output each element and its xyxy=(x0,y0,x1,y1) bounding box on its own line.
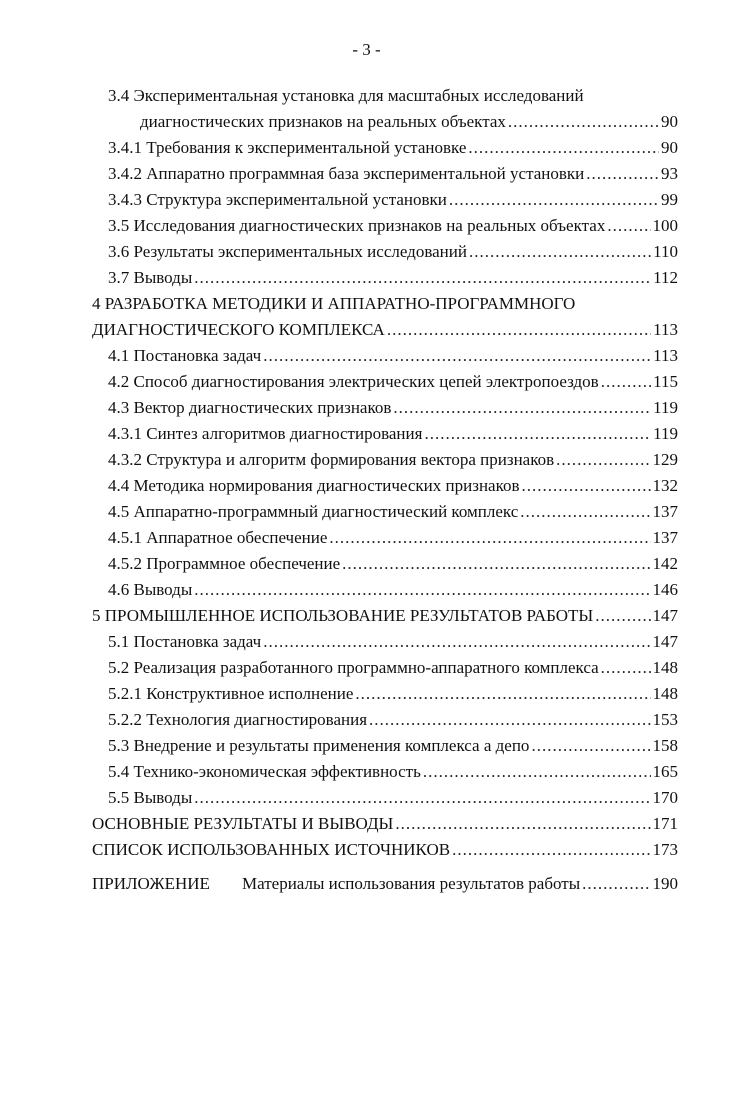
toc-entry-title: 4.3.2 Структура и алгоритм формирования вектора признаков xyxy=(108,450,555,469)
dot-leader xyxy=(556,450,650,470)
toc-entry-title: 5.2.1 Конструктивное исполнение xyxy=(108,684,354,703)
toc-entry-3-4-2 xyxy=(108,164,678,186)
dot-leader xyxy=(601,372,651,392)
toc-entry-title: СПИСОК ИСПОЛЬЗОВАННЫХ ИСТОЧНИКОВ xyxy=(92,840,451,859)
dot-leader xyxy=(582,874,650,894)
toc-entry-title: ОСНОВНЫЕ РЕЗУЛЬТАТЫ И ВЫВОДЫ xyxy=(92,814,394,833)
toc-entry-3-4-line2 xyxy=(140,112,678,134)
toc-entry-5-3 xyxy=(108,736,678,758)
toc-entry-title: 4.6 Выводы xyxy=(108,580,193,599)
toc-entry-page: 147 xyxy=(652,632,678,651)
dot-leader xyxy=(452,840,650,860)
dot-leader xyxy=(342,554,650,574)
dot-leader xyxy=(508,112,659,132)
toc-entry-title: 4.5 Аппаратно-программный диагностический комплекс xyxy=(108,502,519,521)
toc-entry-title: 5.2 Реализация разработанного программно-аппаратного комплекса xyxy=(108,658,599,677)
toc-entry-3-7 xyxy=(108,268,678,290)
toc-entry-page: 190 xyxy=(652,874,678,893)
dot-leader xyxy=(468,138,659,158)
dot-leader xyxy=(355,684,650,704)
toc-entry-title: 3.5 Исследования диагностических признаков на реальных объектах xyxy=(108,216,606,235)
toc-entry-title: 5 ПРОМЫШЛЕННОЕ ИСПОЛЬЗОВАНИЕ РЕЗУЛЬТАТОВ РАБОТЫ xyxy=(92,606,594,625)
toc-entry-title: 5.4 Технико-экономическая эффективность xyxy=(108,762,421,781)
toc-entry-4-4 xyxy=(108,476,678,498)
toc-entry-page: 142 xyxy=(652,554,678,573)
toc-entry-title: 4.3.1 Синтез алгоритмов диагностирования xyxy=(108,424,423,443)
toc-main-results xyxy=(92,814,678,836)
toc-entry-page: 112 xyxy=(653,268,678,287)
toc-entry-title: 3.7 Выводы xyxy=(108,268,193,287)
toc-entry-title: 4.4 Методика нормирования диагностических признаков xyxy=(108,476,520,495)
toc-entry-5-4 xyxy=(108,762,678,784)
toc-entry-3-4-line1 xyxy=(108,86,678,108)
dot-leader xyxy=(586,164,659,184)
toc-entry-5-2-1 xyxy=(108,684,678,706)
dot-leader xyxy=(607,216,650,236)
toc-entry-page: 113 xyxy=(653,346,678,365)
dot-leader xyxy=(595,606,650,626)
toc-entry-page: 147 xyxy=(652,606,678,625)
dot-leader xyxy=(329,528,650,548)
toc-entry-3-4-3 xyxy=(108,190,678,212)
toc-entry-page: 158 xyxy=(652,736,678,755)
toc-entry-page: 148 xyxy=(652,658,678,677)
dot-leader xyxy=(520,502,650,522)
page-number: - 3 - xyxy=(352,40,381,59)
toc-entry-3-5 xyxy=(108,216,678,238)
dot-leader xyxy=(531,736,650,756)
appendix-label: ПРИЛОЖЕНИЕ xyxy=(92,874,210,893)
dot-leader xyxy=(522,476,651,496)
toc-entry-5-5 xyxy=(108,788,678,810)
toc-entry-page: 90 xyxy=(661,112,678,131)
toc-entry-4-5-1 xyxy=(108,528,678,550)
dot-leader xyxy=(194,788,650,808)
toc-entry-page: 165 xyxy=(652,762,678,781)
toc-entry-page: 171 xyxy=(652,814,678,833)
dot-leader xyxy=(424,424,651,444)
toc-entry-title: 3.4.3 Структура экспериментальной установки xyxy=(108,190,447,209)
toc-chapter-4-line1 xyxy=(92,294,678,316)
toc-entry-title: 5.1 Постановка задач xyxy=(108,632,262,651)
toc-entry-title: 3.4.1 Требования к экспериментальной установке xyxy=(108,138,467,157)
dot-leader xyxy=(194,268,651,288)
toc-chapter-4-line2 xyxy=(92,320,678,342)
toc-entry-page: 90 xyxy=(661,138,678,157)
toc-entry-4-5 xyxy=(108,502,678,524)
dot-leader xyxy=(601,658,651,678)
toc-entry-page: 99 xyxy=(661,190,678,209)
dot-leader xyxy=(469,242,651,262)
toc-entry-title: 3.4 Экспериментальная установка для масштабных исследований xyxy=(108,86,584,105)
toc-entry-4-3-2 xyxy=(108,450,678,472)
toc-entry-title: 5.3 Внедрение и результаты применения комплекса а депо xyxy=(108,736,530,755)
toc-entry-page: 137 xyxy=(652,528,678,547)
toc-entry-page: 119 xyxy=(653,424,678,443)
toc-entry-title: 4.3 Вектор диагностических признаков xyxy=(108,398,392,417)
toc-entry-title: 3.4.2 Аппаратно программная база экспериментальной установки xyxy=(108,164,585,183)
toc-entry-page: 119 xyxy=(653,398,678,417)
toc-appendix xyxy=(92,874,678,896)
toc-entry-page: 110 xyxy=(653,242,678,261)
toc-entry-title: 4.2 Способ диагностирования электрических цепей электропоездов xyxy=(108,372,599,391)
toc-entry-4-2 xyxy=(108,372,678,394)
dot-leader xyxy=(423,762,651,782)
toc-entry-4-5-2 xyxy=(108,554,678,576)
toc-entry-5-2 xyxy=(108,658,678,680)
toc-entry-page: 153 xyxy=(652,710,678,729)
dot-leader xyxy=(263,346,651,366)
toc-entry-page: 129 xyxy=(652,450,678,469)
toc-entry-title: ДИАГНОСТИЧЕСКОГО КОМПЛЕКСА xyxy=(92,320,385,339)
dot-leader xyxy=(194,580,650,600)
toc-entry-title: Материалы использования результатов работы xyxy=(242,874,581,893)
toc-entry-4-3-1 xyxy=(108,424,678,446)
dot-leader xyxy=(395,814,650,834)
toc-entry-page: 93 xyxy=(661,164,678,183)
toc-entry-title: 4 РАЗРАБОТКА МЕТОДИКИ И АППАРАТНО-ПРОГРАММНОГО xyxy=(92,294,576,313)
dot-leader xyxy=(393,398,651,418)
dot-leader xyxy=(369,710,650,730)
toc-entry-page: 115 xyxy=(653,372,678,391)
toc-entry-page: 146 xyxy=(652,580,678,599)
toc-entry-title: 4.5.2 Программное обеспечение xyxy=(108,554,341,573)
toc-entry-page: 100 xyxy=(652,216,678,235)
toc-entry-5-1 xyxy=(108,632,678,654)
toc-entry-title: 4.5.1 Аппаратное обеспечение xyxy=(108,528,328,547)
toc-entry-page: 113 xyxy=(653,320,678,339)
toc-entry-page: 173 xyxy=(652,840,678,859)
toc-chapter-5 xyxy=(92,606,678,628)
toc-entry-page: 170 xyxy=(652,788,678,807)
toc-entry-4-6 xyxy=(108,580,678,602)
toc-entry-3-4-1 xyxy=(108,138,678,160)
toc-entry-3-6 xyxy=(108,242,678,264)
toc-entry-title: 5.5 Выводы xyxy=(108,788,193,807)
toc-entry-title: 5.2.2 Технология диагностирования xyxy=(108,710,368,729)
toc-entry-4-1 xyxy=(108,346,678,368)
dot-leader xyxy=(263,632,650,652)
toc-entry-title: диагностических признаков на реальных объектах xyxy=(140,112,506,131)
dot-leader xyxy=(387,320,651,340)
toc-entry-4-3 xyxy=(108,398,678,420)
toc-entry-page: 137 xyxy=(652,502,678,521)
toc-entry-title: 3.6 Результаты экспериментальных исследований xyxy=(108,242,467,261)
toc-entry-5-2-2 xyxy=(108,710,678,732)
dot-leader xyxy=(449,190,659,210)
toc-references xyxy=(92,840,678,862)
toc-entry-page: 148 xyxy=(652,684,678,703)
toc-entry-title: 4.1 Постановка задач xyxy=(108,346,262,365)
toc-entry-page: 132 xyxy=(652,476,678,495)
